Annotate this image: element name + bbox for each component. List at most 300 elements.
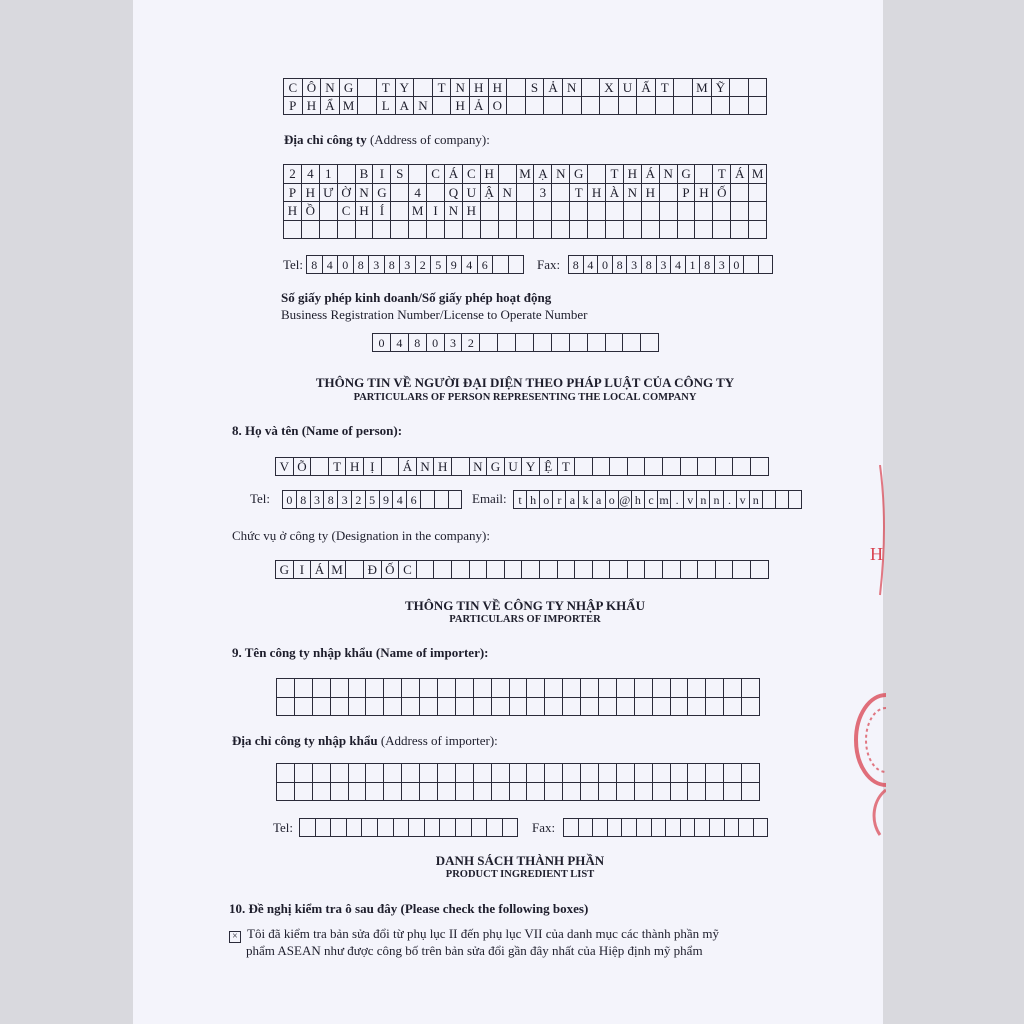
grid-cell: m	[658, 491, 671, 509]
grid-cell	[384, 764, 402, 783]
grid-cell	[433, 97, 452, 115]
grid-cell: Ô	[303, 79, 322, 97]
grid-cell: 2	[352, 491, 366, 509]
address-label: Địa chỉ công ty (Address of company):	[284, 132, 490, 147]
grid-cell	[445, 221, 463, 240]
grid-cell: T	[377, 79, 396, 97]
grid-cell	[564, 819, 579, 837]
grid-cell: G	[340, 79, 359, 97]
grid-cell: 4	[671, 256, 686, 274]
grid-cell	[635, 679, 653, 698]
grid-cell	[492, 679, 510, 698]
grid-cell	[724, 783, 742, 802]
ingredient-heading-vi: DANH SÁCH THÀNH PHẦN	[435, 853, 605, 868]
grid-cell: Ồ	[302, 202, 320, 221]
grid-cell	[509, 256, 525, 274]
grid-cell: o	[540, 491, 553, 509]
grid-cell	[581, 698, 599, 717]
grid-cell	[763, 491, 776, 509]
grid-cell	[507, 79, 526, 97]
grid-cell	[642, 221, 660, 240]
grid-cell: L	[377, 97, 396, 115]
grid-cell	[498, 334, 516, 352]
grid-cell: C	[284, 79, 303, 97]
grid-cell: 0	[283, 491, 297, 509]
grid-cell: X	[600, 79, 619, 97]
grid-cell	[394, 819, 410, 837]
grid-cell: H	[346, 458, 364, 476]
grid-cell	[487, 561, 505, 579]
grid-cell: Ệ	[540, 458, 558, 476]
grid-cell: r	[553, 491, 566, 509]
grid-cell	[674, 79, 693, 97]
grid-cell: 1	[320, 165, 338, 184]
representative-heading-vi: THÔNG TIN VỀ NGƯỜI ĐẠI DIỆN THEO PHÁP LUẬT CỦA CÔNG TY	[315, 375, 735, 390]
grid-cell	[435, 491, 449, 509]
grid-cell: Ị	[364, 458, 382, 476]
grid-cell: H	[481, 165, 499, 184]
grid-cell	[581, 764, 599, 783]
grid-cell: 8	[297, 491, 311, 509]
grid-cell: U	[619, 79, 638, 97]
grid-cell	[575, 561, 593, 579]
grid-cell	[671, 764, 689, 783]
ingredient-heading-en: PRODUCT INGREDIENT LIST	[445, 869, 595, 880]
grid-cell	[695, 202, 713, 221]
grid-cell: P	[678, 184, 696, 203]
grid-cell	[552, 334, 570, 352]
grid-cell	[688, 679, 706, 698]
grid-cell	[619, 97, 638, 115]
grid-cell	[642, 202, 660, 221]
grid-cell	[563, 97, 582, 115]
grid-cell	[544, 97, 563, 115]
grid-cell: Y	[396, 79, 415, 97]
grid-cell	[623, 334, 641, 352]
grid-cell	[789, 491, 802, 509]
grid-cell	[622, 819, 637, 837]
grid-cell	[599, 679, 617, 698]
grid-cell	[384, 679, 402, 698]
importer-address-grid[interactable]	[276, 763, 760, 801]
grid-cell: C	[338, 202, 356, 221]
grid-cell	[599, 764, 617, 783]
grid-cell: 3	[715, 256, 730, 274]
grid-cell: 8	[307, 256, 323, 274]
grid-cell	[608, 819, 623, 837]
grid-cell	[420, 764, 438, 783]
grid-cell	[593, 561, 611, 579]
grid-cell	[417, 561, 435, 579]
grid-cell: Ẩ	[321, 97, 340, 115]
grid-cell: Ố	[713, 184, 731, 203]
grid-cell: M	[329, 561, 347, 579]
grid-cell	[581, 679, 599, 698]
grid-cell: H	[303, 97, 322, 115]
grid-cell	[384, 783, 402, 802]
grid-cell: H	[470, 79, 489, 97]
grid-cell: V	[276, 458, 294, 476]
grid-cell	[681, 458, 699, 476]
grid-cell	[742, 764, 760, 783]
grid-cell: 6	[407, 491, 421, 509]
grid-cell	[653, 764, 671, 783]
grid-cell	[358, 79, 377, 97]
grid-cell	[480, 334, 498, 352]
grid-cell: S	[391, 165, 409, 184]
grid-cell	[713, 202, 731, 221]
grid-cell: H	[451, 97, 470, 115]
grid-cell	[693, 97, 712, 115]
grid-cell: 4	[462, 256, 478, 274]
grid-cell	[425, 819, 441, 837]
grid-cell	[427, 184, 445, 203]
grid-cell	[474, 698, 492, 717]
grid-cell: o	[606, 491, 619, 509]
grid-cell: H	[463, 202, 481, 221]
grid-cell: 3	[400, 256, 416, 274]
grid-cell	[671, 783, 689, 802]
grid-cell	[628, 458, 646, 476]
grid-cell: N	[552, 165, 570, 184]
grid-cell: Ấ	[637, 79, 656, 97]
grid-cell	[563, 698, 581, 717]
grid-cell: U	[463, 184, 481, 203]
grid-cell: 9	[380, 491, 394, 509]
grid-cell	[517, 221, 535, 240]
grid-cell: Á	[731, 165, 749, 184]
importer-tel-label: Tel:	[273, 820, 294, 835]
grid-cell	[300, 819, 316, 837]
grid-cell	[493, 256, 509, 274]
grid-cell: 3	[311, 491, 325, 509]
grid-cell: N	[660, 165, 678, 184]
grid-cell	[588, 334, 606, 352]
grid-cell: P	[284, 97, 303, 115]
license-label-en: Business Registration Number/License to Operate Number	[281, 307, 588, 322]
grid-cell	[610, 561, 628, 579]
grid-cell: n	[750, 491, 763, 509]
grid-cell	[366, 764, 384, 783]
grid-cell	[588, 202, 606, 221]
grid-cell: Õ	[294, 458, 312, 476]
grid-cell	[284, 221, 302, 240]
grid-cell	[688, 764, 706, 783]
grid-cell	[527, 679, 545, 698]
grid-cell	[295, 783, 313, 802]
grid-cell	[481, 202, 499, 221]
grid-cell	[545, 698, 563, 717]
grid-cell	[362, 819, 378, 837]
grid-cell	[653, 679, 671, 698]
grid-cell: Đ	[364, 561, 382, 579]
grid-cell: H	[302, 184, 320, 203]
grid-cell	[563, 783, 581, 802]
grid-cell	[456, 819, 472, 837]
grid-cell: Á	[399, 458, 417, 476]
grid-cell	[706, 698, 724, 717]
grid-cell	[552, 221, 570, 240]
grid-cell	[656, 97, 675, 115]
check-text-line1: Tôi đã kiểm tra bản sửa đổi từ phụ lục II đến phụ lục VII của danh mục các thành phần mỹ	[247, 926, 719, 941]
grid-cell	[681, 819, 696, 837]
grid-cell	[316, 819, 332, 837]
grid-cell: 8	[642, 256, 657, 274]
license-label-vi: Số giấy phép kinh doanh/Số giấy phép hoạt động	[281, 290, 552, 305]
grid-cell: Ậ	[481, 184, 499, 203]
grid-cell	[593, 458, 611, 476]
grid-cell	[277, 783, 295, 802]
grid-cell	[449, 491, 463, 509]
grid-cell: 2	[284, 165, 302, 184]
grid-cell: 8	[354, 256, 370, 274]
grid-cell: Ố	[382, 561, 400, 579]
grid-cell	[688, 783, 706, 802]
grid-cell	[522, 561, 540, 579]
grid-cell	[751, 561, 769, 579]
grid-cell	[688, 698, 706, 717]
grid-cell	[507, 97, 526, 115]
grid-cell	[527, 764, 545, 783]
grid-cell	[277, 698, 295, 717]
grid-cell: H	[624, 165, 642, 184]
checkbox-icon[interactable]: ×	[229, 931, 241, 943]
grid-cell	[749, 202, 767, 221]
grid-cell	[526, 97, 545, 115]
grid-cell: G	[373, 184, 391, 203]
representative-tel-label: Tel:	[250, 491, 271, 506]
grid-cell	[277, 679, 295, 698]
grid-cell	[391, 184, 409, 203]
grid-cell	[402, 698, 420, 717]
grid-cell	[492, 783, 510, 802]
grid-cell: 0	[373, 334, 391, 352]
grid-cell	[663, 458, 681, 476]
grid-cell	[617, 783, 635, 802]
grid-cell	[503, 819, 519, 837]
grid-cell	[645, 561, 663, 579]
grid-cell: Ư	[320, 184, 338, 203]
grid-cell: a	[593, 491, 606, 509]
designation-grid	[275, 560, 769, 579]
grid-cell	[617, 698, 635, 717]
grid-cell: G	[276, 561, 294, 579]
grid-cell	[427, 221, 445, 240]
grid-cell	[409, 819, 425, 837]
grid-cell	[313, 783, 331, 802]
email-label: Email:	[472, 491, 507, 506]
grid-cell: N	[414, 97, 433, 115]
grid-cell: H	[642, 184, 660, 203]
grid-cell	[610, 458, 628, 476]
grid-cell	[414, 79, 433, 97]
grid-cell	[660, 184, 678, 203]
grid-cell	[545, 764, 563, 783]
grid-cell: 0	[427, 334, 445, 352]
license-number-grid	[372, 333, 659, 352]
grid-cell	[635, 764, 653, 783]
grid-cell	[510, 679, 528, 698]
grid-cell: B	[356, 165, 374, 184]
grid-cell: C	[427, 165, 445, 184]
grid-cell: C	[399, 561, 417, 579]
grid-cell	[349, 698, 367, 717]
grid-cell	[606, 334, 624, 352]
grid-cell	[420, 698, 438, 717]
grid-cell	[724, 764, 742, 783]
grid-cell: À	[606, 184, 624, 203]
grid-cell: A	[396, 97, 415, 115]
stamp-letter: H	[870, 544, 883, 564]
grid-cell: 5	[366, 491, 380, 509]
grid-cell	[409, 221, 427, 240]
grid-cell	[678, 221, 696, 240]
grid-cell: @	[619, 491, 632, 509]
grid-cell: c	[645, 491, 658, 509]
grid-cell: 6	[478, 256, 494, 274]
grid-cell	[724, 679, 742, 698]
grid-cell	[527, 783, 545, 802]
grid-cell: 8	[385, 256, 401, 274]
grid-cell: T	[433, 79, 452, 97]
grid-cell	[641, 334, 659, 352]
grid-cell	[470, 561, 488, 579]
grid-cell	[749, 221, 767, 240]
grid-cell	[681, 561, 699, 579]
grid-cell	[402, 764, 420, 783]
grid-cell	[510, 698, 528, 717]
grid-cell: Ỹ	[712, 79, 731, 97]
red-stamp-icon	[850, 465, 890, 645]
grid-cell	[617, 764, 635, 783]
grid-cell	[552, 184, 570, 203]
grid-cell	[295, 764, 313, 783]
grid-cell	[438, 764, 456, 783]
grid-cell: M	[340, 97, 359, 115]
grid-cell	[712, 97, 731, 115]
grid-cell: 5	[431, 256, 447, 274]
grid-cell: H	[695, 184, 713, 203]
importer-heading-vi: THÔNG TIN VỀ CÔNG TY NHẬP KHẨU	[404, 598, 646, 613]
grid-cell: S	[526, 79, 545, 97]
grid-cell: 1	[686, 256, 701, 274]
grid-cell: .	[671, 491, 684, 509]
grid-cell	[313, 679, 331, 698]
round-seal-icon	[846, 690, 886, 840]
tel-label: Tel:	[283, 257, 304, 272]
grid-cell: N	[417, 458, 435, 476]
grid-cell	[742, 679, 760, 698]
grid-cell: Ờ	[338, 184, 356, 203]
grid-cell	[660, 221, 678, 240]
importer-name-grid[interactable]	[276, 678, 760, 716]
grid-cell	[730, 79, 749, 97]
grid-cell	[338, 165, 356, 184]
grid-cell: v	[684, 491, 697, 509]
company-tel-grid	[306, 255, 524, 274]
grid-cell	[581, 783, 599, 802]
grid-cell	[731, 202, 749, 221]
grid-cell	[637, 819, 652, 837]
grid-cell: U	[505, 458, 523, 476]
grid-cell: 3	[627, 256, 642, 274]
grid-cell	[517, 202, 535, 221]
grid-cell: 4	[323, 256, 339, 274]
grid-cell: N	[624, 184, 642, 203]
grid-cell	[742, 783, 760, 802]
grid-cell	[588, 221, 606, 240]
grid-cell	[558, 561, 576, 579]
grid-cell	[331, 679, 349, 698]
grid-cell	[505, 561, 523, 579]
grid-cell	[499, 165, 517, 184]
grid-cell	[366, 679, 384, 698]
grid-cell	[472, 819, 488, 837]
grid-cell	[652, 819, 667, 837]
grid-cell	[331, 698, 349, 717]
grid-cell	[698, 561, 716, 579]
grid-cell: Q	[445, 184, 463, 203]
grid-cell	[624, 221, 642, 240]
grid-cell: H	[356, 202, 374, 221]
grid-cell	[492, 764, 510, 783]
grid-cell	[331, 764, 349, 783]
grid-cell	[751, 458, 769, 476]
grid-cell: T	[606, 165, 624, 184]
importer-fax-grid[interactable]	[563, 818, 768, 837]
representative-name-grid	[275, 457, 769, 476]
grid-cell	[356, 221, 374, 240]
importer-tel-grid[interactable]	[299, 818, 518, 837]
grid-cell	[588, 165, 606, 184]
grid-cell	[373, 221, 391, 240]
grid-cell	[320, 202, 338, 221]
grid-cell	[384, 698, 402, 717]
grid-cell	[499, 202, 517, 221]
grid-cell: h	[527, 491, 540, 509]
grid-cell	[695, 221, 713, 240]
grid-cell: Á	[445, 165, 463, 184]
grid-cell	[517, 184, 535, 203]
grid-cell: N	[451, 79, 470, 97]
grid-cell	[452, 561, 470, 579]
grid-cell: .	[724, 491, 737, 509]
grid-cell: H	[588, 184, 606, 203]
grid-cell	[545, 679, 563, 698]
company-name-grid	[283, 78, 767, 115]
grid-cell	[570, 221, 588, 240]
grid-cell	[749, 97, 768, 115]
grid-cell	[706, 783, 724, 802]
grid-cell: T	[570, 184, 588, 203]
grid-cell: N	[470, 458, 488, 476]
grid-cell	[420, 783, 438, 802]
grid-cell	[666, 819, 681, 837]
grid-cell	[710, 819, 725, 837]
grid-cell: Y	[522, 458, 540, 476]
grid-cell: I	[427, 202, 445, 221]
grid-cell	[706, 764, 724, 783]
grid-cell	[671, 698, 689, 717]
grid-cell	[320, 221, 338, 240]
grid-cell	[420, 679, 438, 698]
grid-cell: Á	[642, 165, 660, 184]
grid-cell: G	[570, 165, 588, 184]
grid-cell	[487, 819, 503, 837]
check-item	[229, 926, 719, 943]
grid-cell	[570, 334, 588, 352]
grid-cell	[434, 561, 452, 579]
